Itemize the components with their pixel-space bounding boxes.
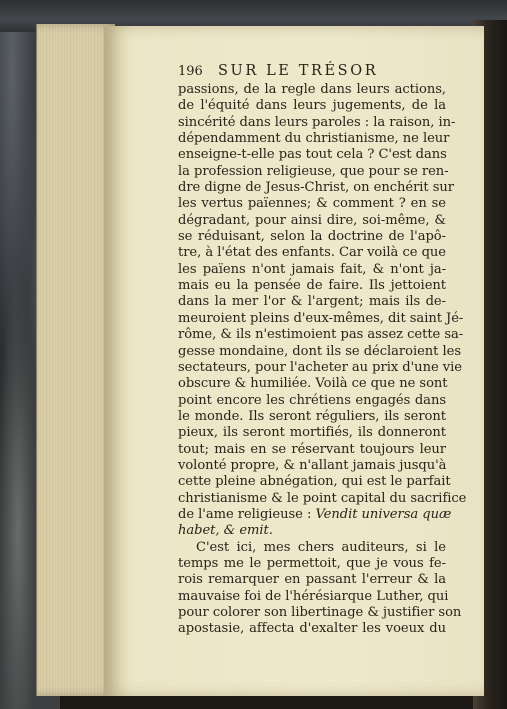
text-line: les païens n'ont jamais fait, & n'ont ja-	[178, 261, 446, 277]
text-line: se réduisant, selon la doctrine de l'apô-	[178, 229, 446, 245]
paragraph-2	[178, 539, 462, 638]
latin-quote: Vendit universa quæ	[315, 506, 452, 522]
text-line: volonté propre, & n'allant jamais jusqu'à	[178, 457, 447, 473]
text-line: obscure & humiliée. Voilà ce que ne sont	[178, 376, 448, 392]
text-line: la profession religieuse, que pour se ren-	[178, 163, 449, 179]
paragraph-1	[178, 82, 467, 540]
text-line: dre digne de Jesus-Christ, on enchérit sur	[178, 180, 454, 196]
text-line: passions, de la regle dans leurs actions,	[178, 82, 446, 97]
running-title: SUR LE TRÉSOR	[218, 63, 379, 79]
text-line: tout; mais en se réservant toujours leur	[178, 441, 446, 457]
text-line: pieux, ils seront mortifiés, ils donneront	[178, 425, 446, 441]
text-line: cette pleine abnégation, qui est le parfait	[178, 474, 451, 490]
text-line: dans la mer l'or & l'argent; mais ils de-	[178, 294, 446, 310]
text-line: sincérité dans leurs paroles : la raison, in-	[178, 114, 456, 130]
text-line: C'est ici, mes chers auditeurs, si le	[196, 539, 446, 555]
text-line-with-quote	[178, 506, 452, 523]
text-line: le monde. Ils seront réguliers, ils seront	[178, 408, 446, 424]
text-line: rois remarquer en passant l'erreur & la	[178, 572, 446, 588]
text-line: temps me le permettoit, que je vous fe-	[178, 555, 446, 571]
text-line: de l'équité dans leurs jugements, de la	[178, 98, 446, 114]
text-fragment: de l'ame religieuse :	[178, 506, 312, 522]
text-line: mauvaise foi de l'hérésiarque Luther, qui	[178, 588, 449, 604]
text-line: christianisme & le point capital du sacrifice	[178, 490, 467, 506]
text-line: mais eu la pensée de faire. Ils jettoient	[178, 278, 446, 294]
page-text	[178, 63, 467, 638]
text-line: pour colorer son libertinage & justifier son	[178, 605, 462, 620]
text-line: rôme, & ils n'estimoient pas assez cette sa-	[178, 327, 464, 343]
book-page	[104, 26, 484, 696]
latin-quote-end: habet, & emit.	[178, 523, 273, 539]
text-line: sectateurs, pour l'acheter au prix d'une vie	[178, 359, 462, 375]
text-line: meuroient pleins d'eux-mêmes, dit saint Jé-	[178, 310, 464, 326]
text-line: apostasie, affecta d'exalter les voeux du	[178, 621, 446, 637]
text-line: point encore les chrétiens engagés dans	[178, 392, 446, 408]
text-line: enseigne-t-elle pas tout cela ? C'est dans	[178, 147, 447, 163]
text-line: dégradant, pour ainsi dire, soi-même, &	[178, 212, 446, 228]
text-line: tre, à l'état des enfants. Car voilà ce que	[178, 245, 446, 261]
text-line: gesse mondaine, dont ils se déclaroient les	[178, 343, 462, 359]
running-header	[178, 64, 446, 82]
text-line: les vertus païennes; & comment ? en se	[178, 196, 446, 212]
page-number: 196	[178, 64, 203, 79]
text-line: dépendamment du christianisme, ne leur	[178, 131, 450, 147]
